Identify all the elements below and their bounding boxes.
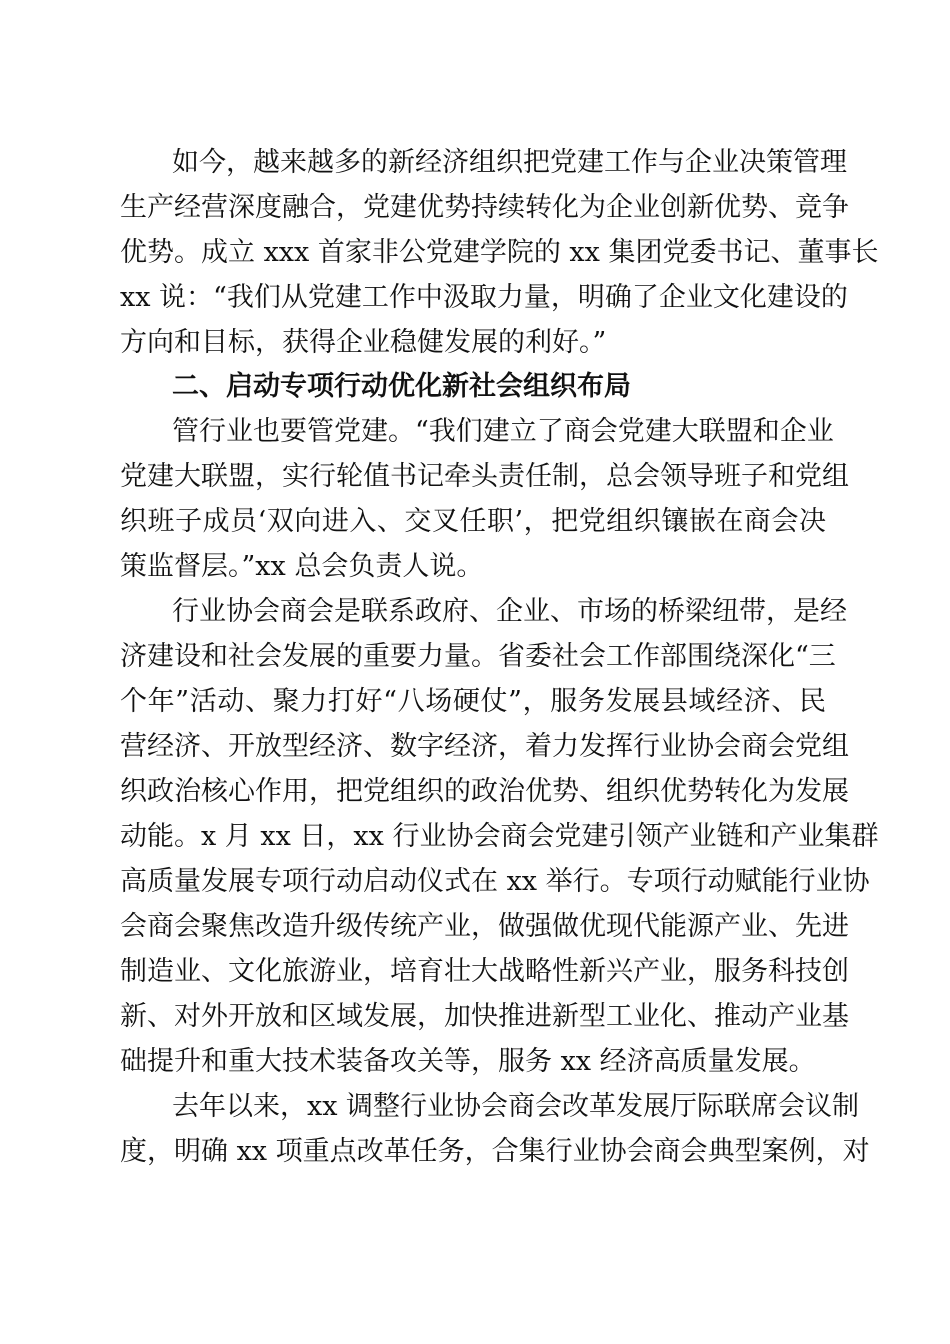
paragraph-3-line-8: 会商会聚焦改造升级传统产业，做强做优现代能源产业、先进 [120,911,849,942]
paragraph-3-line-1: 行业协会商会是联系政府、企业、市场的桥梁纽带，是经 [172,596,847,627]
paragraph-1-line-4: xx 说：“我们从党建工作中汲取力量，明确了企业文化建设的 [120,282,848,313]
paragraph-4-line-1: 去年以来，xx 调整行业协会商会改革发展厅际联席会议制 [172,1091,860,1122]
paragraph-3-line-5: 织政治核心作用，把党组织的政治优势、组织优势转化为发展 [120,776,849,807]
paragraph-3-line-11: 础提升和重大技术装备攻关等，服务 xx 经济高质量发展。 [120,1046,816,1077]
paragraph-3-line-4: 营经济、开放型经济、数字经济，着力发挥行业协会商会党组 [120,731,849,762]
paragraph-3-line-2: 济建设和社会发展的重要力量。省委社会工作部围绕深化“三 [120,641,836,672]
paragraph-4-line-2: 度，明确 xx 项重点改革任务，合集行业协会商会典型案例，对 [120,1136,870,1167]
paragraph-2-line-1: 管行业也要管党建。“我们建立了商会党建大联盟和企业 [172,416,834,447]
section-heading: 二、启动专项行动优化新社会组织布局 [172,371,631,402]
paragraph-1-line-1: 如今，越来越多的新经济组织把党建工作与企业决策管理 [172,147,847,178]
paragraph-3-line-7: 高质量发展专项行动启动仪式在 xx 举行。专项行动赋能行业协 [120,866,870,897]
paragraph-2-line-3: 织班子成员‘双向进入、交叉任职’，把党组织镶嵌在商会决 [120,506,826,537]
paragraph-1-line-5: 方向和目标，获得企业稳健发展的利好。” [120,327,607,358]
paragraph-3-line-9: 制造业、文化旅游业，培育壮大战略性新兴产业，服务科技创 [120,956,849,987]
paragraph-1-line-2: 生产经营深度融合，党建优势持续转化为企业创新优势、竞争 [120,192,849,223]
paragraph-3-line-3: 个年”活动、聚力打好“八场硬仗”，服务发展县域经济、民 [120,686,826,717]
paragraph-2-line-2: 党建大联盟，实行轮值书记牵头责任制，总会领导班子和党组 [120,461,849,492]
paragraph-1-line-3: 优势。成立 xxx 首家非公党建学院的 xx 集团党委书记、董事长 [120,237,879,268]
paragraph-3-line-10: 新、对外开放和区域发展，加快推进新型工业化、推动产业基 [120,1001,849,1032]
paragraph-3-line-6: 动能。x 月 xx 日，xx 行业协会商会党建引领产业链和产业集群 [120,821,879,852]
paragraph-2-line-4: 策监督层。”xx 总会负责人说。 [120,551,484,582]
